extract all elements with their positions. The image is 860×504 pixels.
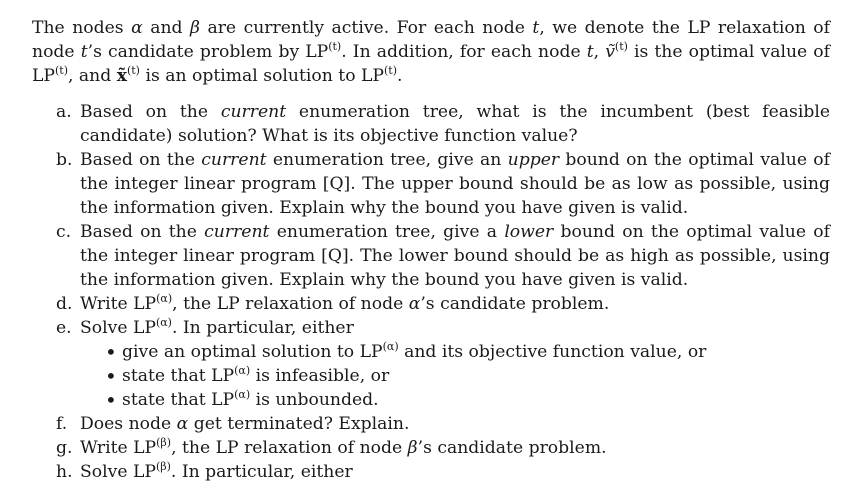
superscript: (α): [156, 292, 173, 305]
part-text: Write LP: [80, 294, 157, 314]
bullet-text: state that LP: [122, 366, 235, 386]
part-text: Does node: [80, 414, 177, 434]
math-alpha: α: [131, 18, 143, 38]
question-part-d: [32, 292, 830, 316]
intro-text: .: [397, 66, 403, 86]
intro-text: . In addition, for each node: [341, 42, 587, 62]
superscript: (α): [234, 364, 251, 377]
emphasis-text: current: [201, 150, 267, 170]
intro-text: , we denote the LP relaxation of node: [32, 18, 831, 62]
superscript: (α): [155, 316, 172, 329]
part-text: get terminated? Explain.: [188, 414, 410, 434]
part-text: enumeration tree, give an: [266, 150, 508, 170]
intro-text: ,: [593, 42, 606, 62]
question-part-c: [32, 220, 830, 292]
superscript: (α): [382, 340, 399, 353]
options-bullet-list: [80, 340, 830, 412]
superscript: (β): [156, 436, 172, 449]
math-alpha: α: [408, 294, 421, 314]
part-label: a.: [56, 102, 72, 122]
part-text: ’s candidate problem.: [417, 438, 607, 458]
bullet-text: state that LP: [122, 390, 235, 410]
intro-text: is an optimal solution to LP: [139, 66, 384, 86]
question-part-b: [32, 148, 830, 220]
part-text: Solve LP: [80, 318, 156, 338]
part-label: h.: [56, 462, 73, 482]
math-x-tilde: x̃: [116, 66, 127, 86]
part-label: c.: [56, 222, 72, 242]
intro-paragraph: [32, 16, 830, 88]
question-part-h: [32, 460, 830, 484]
part-label: g.: [56, 438, 73, 458]
part-label: b.: [56, 150, 73, 170]
bullet-text: is unbounded.: [250, 390, 379, 410]
part-text: . In particular, either: [171, 318, 354, 338]
bullet-text: give an optimal solution to LP: [122, 342, 383, 362]
bullet-text: and its objective function value, or: [398, 342, 707, 362]
math-beta: β: [190, 18, 200, 38]
part-label: f.: [56, 414, 68, 434]
part-text: Write LP: [80, 438, 157, 458]
part-text: Based on the: [80, 222, 205, 242]
bullet-item: [80, 340, 830, 364]
superscript: (t): [614, 40, 628, 53]
part-text: Based on the: [80, 150, 202, 170]
bullet-item: [80, 388, 830, 412]
part-text: bound on the optimal value of the integer linear program [Q]. The upper bound should be as low as possible, using the information given. Explain why the bound you have given is valid.: [80, 150, 830, 218]
superscript: (β): [155, 460, 171, 473]
intro-text: ’s candidate problem by LP: [87, 42, 329, 62]
bullet-text: is infeasible, or: [250, 366, 390, 386]
math-alpha: α: [176, 414, 189, 434]
intro-text: are currently active. For each node: [199, 18, 533, 38]
question-part-g: [32, 436, 830, 460]
emphasis-text: upper: [507, 150, 560, 170]
intro-text: and: [142, 18, 191, 38]
superscript: (t): [126, 64, 140, 77]
superscript: (α): [234, 388, 251, 401]
part-text: , the LP relaxation of node: [172, 294, 409, 314]
question-part-e: [32, 316, 830, 412]
question-part-a: [32, 100, 830, 148]
intro-text: , and: [68, 66, 117, 86]
bullet-item: [80, 364, 830, 388]
superscript: (t): [54, 64, 68, 77]
math-t: t: [586, 42, 594, 62]
emphasis-text: current: [220, 102, 287, 122]
part-text: enumeration tree, give a: [269, 222, 505, 242]
part-label: d.: [56, 294, 73, 314]
emphasis-text: current: [204, 222, 270, 242]
intro-text: is the optimal value of LP: [32, 42, 830, 86]
part-text: Based on the: [80, 102, 221, 122]
part-label: e.: [56, 318, 72, 338]
part-text: Solve LP: [80, 462, 156, 482]
question-part-f: [32, 412, 830, 436]
math-t: t: [80, 42, 88, 62]
math-v-tilde: ṽ: [605, 42, 615, 62]
part-text: . In particular, either: [170, 462, 353, 482]
superscript: (t): [383, 64, 397, 77]
part-text: , the LP relaxation of node: [171, 438, 408, 458]
intro-text: The nodes: [32, 18, 132, 38]
part-text: ’s candidate problem.: [420, 294, 610, 314]
part-text: enumeration tree, what is the incumbent (best feasible candidate) solution? What is its objective function value?: [80, 102, 831, 146]
superscript: (t): [328, 40, 342, 53]
emphasis-text: lower: [504, 222, 554, 242]
part-text: bound on the optimal value of the integer linear program [Q]. The lower bound should be as high as possible, using the information given. Explain why the bound you have given is valid.: [80, 222, 830, 290]
math-beta: β: [407, 438, 418, 458]
question-parts-list: [32, 100, 830, 484]
math-t: t: [532, 18, 540, 38]
